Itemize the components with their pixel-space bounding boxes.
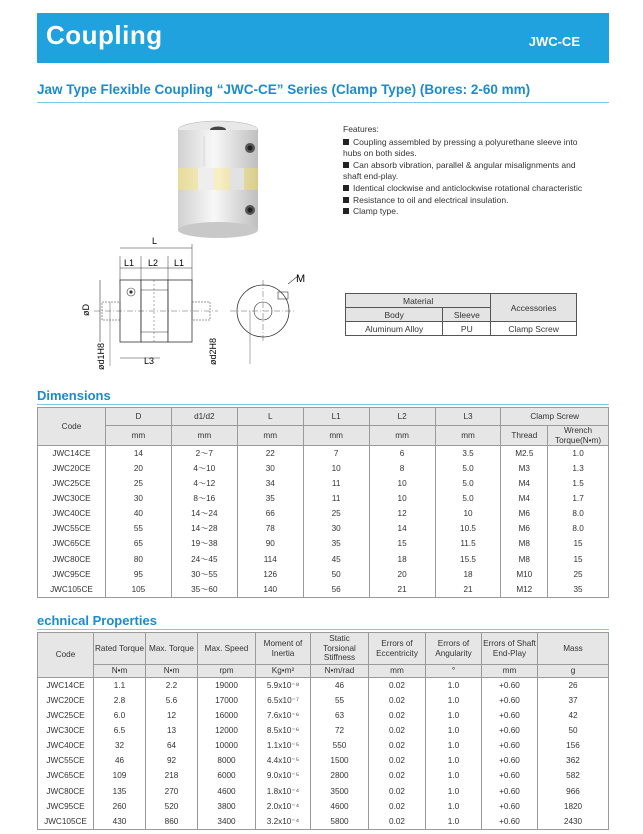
dimensions-divider	[37, 404, 609, 405]
technical-row	[38, 678, 609, 693]
table-cell: M3	[501, 461, 548, 476]
table-cell: JWC20CE	[38, 461, 106, 476]
technical-divider	[37, 629, 609, 630]
unit-cell: mm	[482, 665, 538, 678]
table-cell: 15	[548, 552, 609, 567]
table-cell: 3500	[311, 784, 369, 799]
features-list	[343, 124, 583, 218]
body-value: Aluminum Alloy	[346, 322, 443, 336]
table-cell: JWC55CE	[38, 753, 94, 768]
table-cell: 520	[146, 799, 198, 814]
table-cell: 1.1	[94, 678, 146, 693]
table-cell: 63	[311, 708, 369, 723]
table-cell: 95	[105, 567, 171, 582]
unit-cell: mm	[369, 426, 435, 446]
col-inertia: Moment of Inertia	[256, 633, 311, 665]
table-cell: JWC25CE	[38, 708, 94, 723]
sleeve-header: Sleeve	[443, 308, 491, 322]
table-cell: +0.60	[482, 814, 538, 829]
table-cell: M4	[501, 491, 548, 506]
table-cell: 1.0	[426, 769, 482, 784]
table-cell: 50	[538, 723, 609, 738]
table-cell: 14～24	[171, 506, 237, 521]
table-cell: JWC105CE	[38, 814, 94, 829]
bullet-icon	[343, 139, 349, 145]
table-cell: +0.60	[482, 708, 538, 723]
table-cell: JWC14CE	[38, 678, 94, 693]
table-cell: M2.5	[501, 446, 548, 461]
table-cell: M6	[501, 521, 548, 536]
unit-cell: mm	[171, 426, 237, 446]
dim-label-M: M	[296, 273, 306, 285]
dimensions-row	[38, 446, 609, 461]
table-cell: +0.60	[482, 769, 538, 784]
table-cell: 26	[538, 678, 609, 693]
product-subtitle: Jaw Type Flexible Coupling “JWC-CE” Series (Clamp Type) (Bores: 2-60 mm)	[37, 82, 531, 97]
col-end-play: Errors of Shaft End-Play	[482, 633, 538, 665]
dim-label-d2: ød2H8	[208, 337, 218, 365]
table-cell: 35	[548, 582, 609, 597]
table-cell: +0.60	[482, 753, 538, 768]
table-cell: 1.0	[426, 693, 482, 708]
table-cell: 126	[237, 567, 303, 582]
table-cell: M8	[501, 552, 548, 567]
table-cell: 55	[105, 521, 171, 536]
table-cell: 5.0	[435, 476, 501, 491]
col-angularity: Errors of Angularity	[426, 633, 482, 665]
table-cell: JWC65CE	[38, 769, 94, 784]
table-cell: 966	[538, 784, 609, 799]
table-cell: 18	[369, 552, 435, 567]
table-cell: 550	[311, 738, 369, 753]
col-rated-torque: Rated Torque	[94, 633, 146, 665]
product-code: JWC-CE	[528, 34, 580, 49]
table-cell: 1.1x10⁻⁵	[256, 738, 311, 753]
table-cell: JWC80CE	[38, 784, 94, 799]
table-cell: JWC40CE	[38, 506, 106, 521]
table-cell: 6.5x10⁻⁷	[256, 693, 311, 708]
table-cell: 14	[369, 521, 435, 536]
table-cell: 6	[369, 446, 435, 461]
table-cell: 12	[146, 708, 198, 723]
table-cell: 1.0	[426, 738, 482, 753]
dimensions-heading: Dimensions	[37, 388, 111, 403]
unit-cell: °	[426, 665, 482, 678]
table-cell: M10	[501, 567, 548, 582]
table-cell: 3.2x10⁻⁴	[256, 814, 311, 829]
feature-item: Clamp type.	[343, 206, 583, 218]
table-cell: 0.02	[369, 708, 426, 723]
table-cell: 6000	[198, 769, 256, 784]
dimensions-row	[38, 552, 609, 567]
table-cell: 19000	[198, 678, 256, 693]
table-cell: 5.9x10⁻⁸	[256, 678, 311, 693]
table-cell: 42	[538, 708, 609, 723]
table-cell: 30	[237, 461, 303, 476]
accessory-value: Clamp Screw	[491, 322, 577, 336]
table-cell: 56	[303, 582, 369, 597]
table-cell: 2.2	[146, 678, 198, 693]
table-cell: 35～60	[171, 582, 237, 597]
table-cell: 7.6x10⁻⁶	[256, 708, 311, 723]
table-cell: 20	[369, 567, 435, 582]
table-cell: 1.3	[548, 461, 609, 476]
bullet-icon	[343, 162, 349, 168]
table-cell: JWC20CE	[38, 693, 94, 708]
table-cell: 90	[237, 537, 303, 552]
table-cell: JWC95CE	[38, 567, 106, 582]
table-cell: 72	[311, 723, 369, 738]
col-thread: Thread	[501, 426, 548, 446]
dim-label-L1-right: L1	[174, 258, 185, 268]
dim-label-L: L	[152, 236, 158, 246]
table-cell: 34	[237, 476, 303, 491]
table-cell: 1.0	[548, 446, 609, 461]
technical-row	[38, 784, 609, 799]
col-max-speed: Max. Speed	[198, 633, 256, 665]
bullet-icon	[343, 197, 349, 203]
table-cell: 5800	[311, 814, 369, 829]
table-cell: JWC55CE	[38, 521, 106, 536]
table-cell: 4～12	[171, 476, 237, 491]
technical-row	[38, 723, 609, 738]
feature-item: Identical clockwise and anticlockwise rotational characteristic	[343, 183, 583, 195]
table-cell: 8000	[198, 753, 256, 768]
table-cell: M8	[501, 537, 548, 552]
unit-cell: mm	[303, 426, 369, 446]
dimensions-table	[37, 407, 609, 598]
table-cell: 2～7	[171, 446, 237, 461]
table-cell: 15	[369, 537, 435, 552]
table-cell: 8.0	[548, 521, 609, 536]
table-cell: +0.60	[482, 784, 538, 799]
technical-table	[37, 632, 609, 830]
table-cell: 0.02	[369, 769, 426, 784]
table-cell: 105	[105, 582, 171, 597]
features-heading: Features:	[343, 124, 379, 134]
table-cell: 25	[105, 476, 171, 491]
table-cell: 10	[303, 461, 369, 476]
table-cell: 0.02	[369, 693, 426, 708]
table-cell: 12000	[198, 723, 256, 738]
col-code: Code	[38, 633, 94, 678]
table-cell: JWC14CE	[38, 446, 106, 461]
table-cell: 1.5	[548, 476, 609, 491]
table-cell: 11.5	[435, 537, 501, 552]
table-cell: 10000	[198, 738, 256, 753]
table-cell: 25	[303, 506, 369, 521]
col-L3: L3	[435, 408, 501, 426]
dim-label-D: øD	[81, 304, 91, 316]
table-cell: 21	[369, 582, 435, 597]
table-cell: +0.60	[482, 799, 538, 814]
table-cell: 64	[146, 738, 198, 753]
title-banner	[37, 13, 609, 63]
bullet-icon	[343, 208, 349, 214]
table-cell: M12	[501, 582, 548, 597]
table-cell: 8～16	[171, 491, 237, 506]
col-L1: L1	[303, 408, 369, 426]
unit-cell: N•m	[146, 665, 198, 678]
table-cell: M6	[501, 506, 548, 521]
dimensions-row	[38, 506, 609, 521]
table-cell: 5.0	[435, 461, 501, 476]
table-cell: 46	[311, 678, 369, 693]
table-cell: JWC30CE	[38, 491, 106, 506]
table-cell: 11	[303, 491, 369, 506]
table-cell: 17000	[198, 693, 256, 708]
unit-cell: mm	[237, 426, 303, 446]
col-wrench: Wrench Torque(N•m)	[548, 426, 609, 446]
table-cell: 15	[548, 537, 609, 552]
material-header: Material	[346, 294, 491, 308]
unit-cell: N•m/rad	[311, 665, 369, 678]
table-cell: 2800	[311, 769, 369, 784]
technical-row	[38, 769, 609, 784]
table-cell: 1.0	[426, 708, 482, 723]
table-cell: JWC105CE	[38, 582, 106, 597]
table-cell: 66	[237, 506, 303, 521]
table-cell: 2430	[538, 814, 609, 829]
table-cell: JWC40CE	[38, 738, 94, 753]
table-cell: 8.5x10⁻⁶	[256, 723, 311, 738]
dim-label-d1: ød1H8	[96, 342, 106, 370]
table-cell: 270	[146, 784, 198, 799]
table-cell: 860	[146, 814, 198, 829]
table-cell: 9.0x10⁻⁵	[256, 769, 311, 784]
dimensions-row	[38, 582, 609, 597]
table-cell: JWC65CE	[38, 537, 106, 552]
body-header: Body	[346, 308, 443, 322]
table-cell: 30	[303, 521, 369, 536]
col-mass: Mass	[538, 633, 609, 665]
bullet-icon	[343, 185, 349, 191]
unit-cell: mm	[369, 665, 426, 678]
dim-label-L3: L3	[144, 356, 155, 366]
table-cell: JWC30CE	[38, 723, 94, 738]
table-cell: 1.8x10⁻⁴	[256, 784, 311, 799]
table-cell: 12	[369, 506, 435, 521]
table-cell: 140	[237, 582, 303, 597]
dimension-drawing	[80, 236, 330, 376]
table-cell: 0.02	[369, 784, 426, 799]
table-cell: 32	[94, 738, 146, 753]
table-cell: 78	[237, 521, 303, 536]
table-cell: 7	[303, 446, 369, 461]
sleeve-value: PU	[443, 322, 491, 336]
table-cell: 1.0	[426, 784, 482, 799]
table-cell: 156	[538, 738, 609, 753]
table-cell: 1.0	[426, 678, 482, 693]
page-title: Coupling	[46, 20, 163, 50]
unit-cell: rpm	[198, 665, 256, 678]
table-cell: 1.0	[426, 723, 482, 738]
table-cell: 2.0x10⁻⁴	[256, 799, 311, 814]
table-cell: 10	[369, 476, 435, 491]
table-cell: 1.7	[548, 491, 609, 506]
table-cell: 11	[303, 476, 369, 491]
dimensions-row	[38, 476, 609, 491]
table-cell: 25	[548, 567, 609, 582]
col-clamp: Clamp Screw	[501, 408, 609, 426]
unit-cell: mm	[105, 426, 171, 446]
table-cell: 0.02	[369, 678, 426, 693]
dimensions-row	[38, 537, 609, 552]
table-cell: 65	[105, 537, 171, 552]
table-cell: 35	[237, 491, 303, 506]
technical-row	[38, 708, 609, 723]
feature-item: Can absorb vibration, parallel & angular misalignments and shaft end-play.	[343, 159, 576, 182]
table-cell: 50	[303, 567, 369, 582]
table-cell: 8.0	[548, 506, 609, 521]
col-D: D	[105, 408, 171, 426]
technical-row	[38, 799, 609, 814]
table-cell: 15.5	[435, 552, 501, 567]
table-cell: 92	[146, 753, 198, 768]
table-cell: 21	[435, 582, 501, 597]
table-cell: 4600	[311, 799, 369, 814]
table-cell: 0.02	[369, 738, 426, 753]
table-cell: 362	[538, 753, 609, 768]
table-cell: 16000	[198, 708, 256, 723]
col-eccentricity: Errors of Eccentricity	[369, 633, 426, 665]
table-cell: 114	[237, 552, 303, 567]
table-cell: 4.4x10⁻⁵	[256, 753, 311, 768]
table-cell: 24～45	[171, 552, 237, 567]
col-d1d2: d1/d2	[171, 408, 237, 426]
col-code: Code	[38, 408, 106, 446]
technical-row	[38, 814, 609, 829]
table-cell: 19～38	[171, 537, 237, 552]
table-cell: 3.5	[435, 446, 501, 461]
col-stiffness: Static Torsional Stiffness	[311, 633, 369, 665]
table-cell: 3800	[198, 799, 256, 814]
unit-cell: Kg•m²	[256, 665, 311, 678]
table-cell: 30	[105, 491, 171, 506]
table-cell: 0.02	[369, 723, 426, 738]
table-cell: 1.0	[426, 799, 482, 814]
table-cell: 8	[369, 461, 435, 476]
table-cell: 20	[105, 461, 171, 476]
col-L2: L2	[369, 408, 435, 426]
table-cell: +0.60	[482, 723, 538, 738]
table-cell: 0.02	[369, 814, 426, 829]
table-cell: +0.60	[482, 678, 538, 693]
table-cell: 46	[94, 753, 146, 768]
accessories-header: Accessories	[491, 294, 577, 322]
dimensions-row	[38, 521, 609, 536]
table-cell: 109	[94, 769, 146, 784]
table-cell: 14～28	[171, 521, 237, 536]
table-cell: 35	[303, 537, 369, 552]
dim-label-L1-left: L1	[124, 258, 135, 268]
table-cell: 14	[105, 446, 171, 461]
table-cell: 1.0	[426, 814, 482, 829]
feature-item: Resistance to oil and electrical insulation.	[343, 195, 583, 207]
dim-label-L2: L2	[148, 258, 159, 268]
table-cell: 582	[538, 769, 609, 784]
subtitle-divider	[37, 102, 609, 103]
table-cell: JWC80CE	[38, 552, 106, 567]
table-cell: 218	[146, 769, 198, 784]
table-cell: 22	[237, 446, 303, 461]
table-cell: 3400	[198, 814, 256, 829]
table-cell: 1.0	[426, 753, 482, 768]
table-cell: 5.6	[146, 693, 198, 708]
table-cell: +0.60	[482, 693, 538, 708]
dimensions-row	[38, 491, 609, 506]
table-cell: 4～10	[171, 461, 237, 476]
table-cell: 5.0	[435, 491, 501, 506]
table-cell: 18	[435, 567, 501, 582]
table-cell: 1820	[538, 799, 609, 814]
table-cell: 135	[94, 784, 146, 799]
unit-cell: mm	[435, 426, 501, 446]
col-L: L	[237, 408, 303, 426]
table-cell: +0.60	[482, 738, 538, 753]
table-cell: 0.02	[369, 799, 426, 814]
table-cell: 30～55	[171, 567, 237, 582]
col-max-torque: Max. Torque	[146, 633, 198, 665]
table-cell: 37	[538, 693, 609, 708]
unit-cell: N•m	[94, 665, 146, 678]
technical-row	[38, 693, 609, 708]
table-cell: 1500	[311, 753, 369, 768]
table-cell: 45	[303, 552, 369, 567]
technical-row	[38, 753, 609, 768]
dimensions-row	[38, 461, 609, 476]
technical-row	[38, 738, 609, 753]
table-cell: 80	[105, 552, 171, 567]
table-cell: 13	[146, 723, 198, 738]
table-cell: JWC25CE	[38, 476, 106, 491]
table-cell: 10	[435, 506, 501, 521]
table-cell: 6.0	[94, 708, 146, 723]
coupling-photo	[168, 118, 276, 240]
table-cell: 0.02	[369, 753, 426, 768]
table-cell: 10	[369, 491, 435, 506]
table-cell: 10.5	[435, 521, 501, 536]
table-cell: 4600	[198, 784, 256, 799]
table-cell: 6.5	[94, 723, 146, 738]
table-cell: 260	[94, 799, 146, 814]
table-cell: M4	[501, 476, 548, 491]
table-cell: 40	[105, 506, 171, 521]
table-cell: JWC95CE	[38, 799, 94, 814]
feature-item: Coupling assembled by pressing a polyurethane sleeve into hubs on both sides.	[343, 136, 578, 159]
table-cell: 430	[94, 814, 146, 829]
material-table	[345, 293, 577, 336]
technical-heading: echnical Properties	[37, 613, 157, 628]
table-cell: 2.8	[94, 693, 146, 708]
table-cell: 55	[311, 693, 369, 708]
dimensions-row	[38, 567, 609, 582]
unit-cell: g	[538, 665, 609, 678]
